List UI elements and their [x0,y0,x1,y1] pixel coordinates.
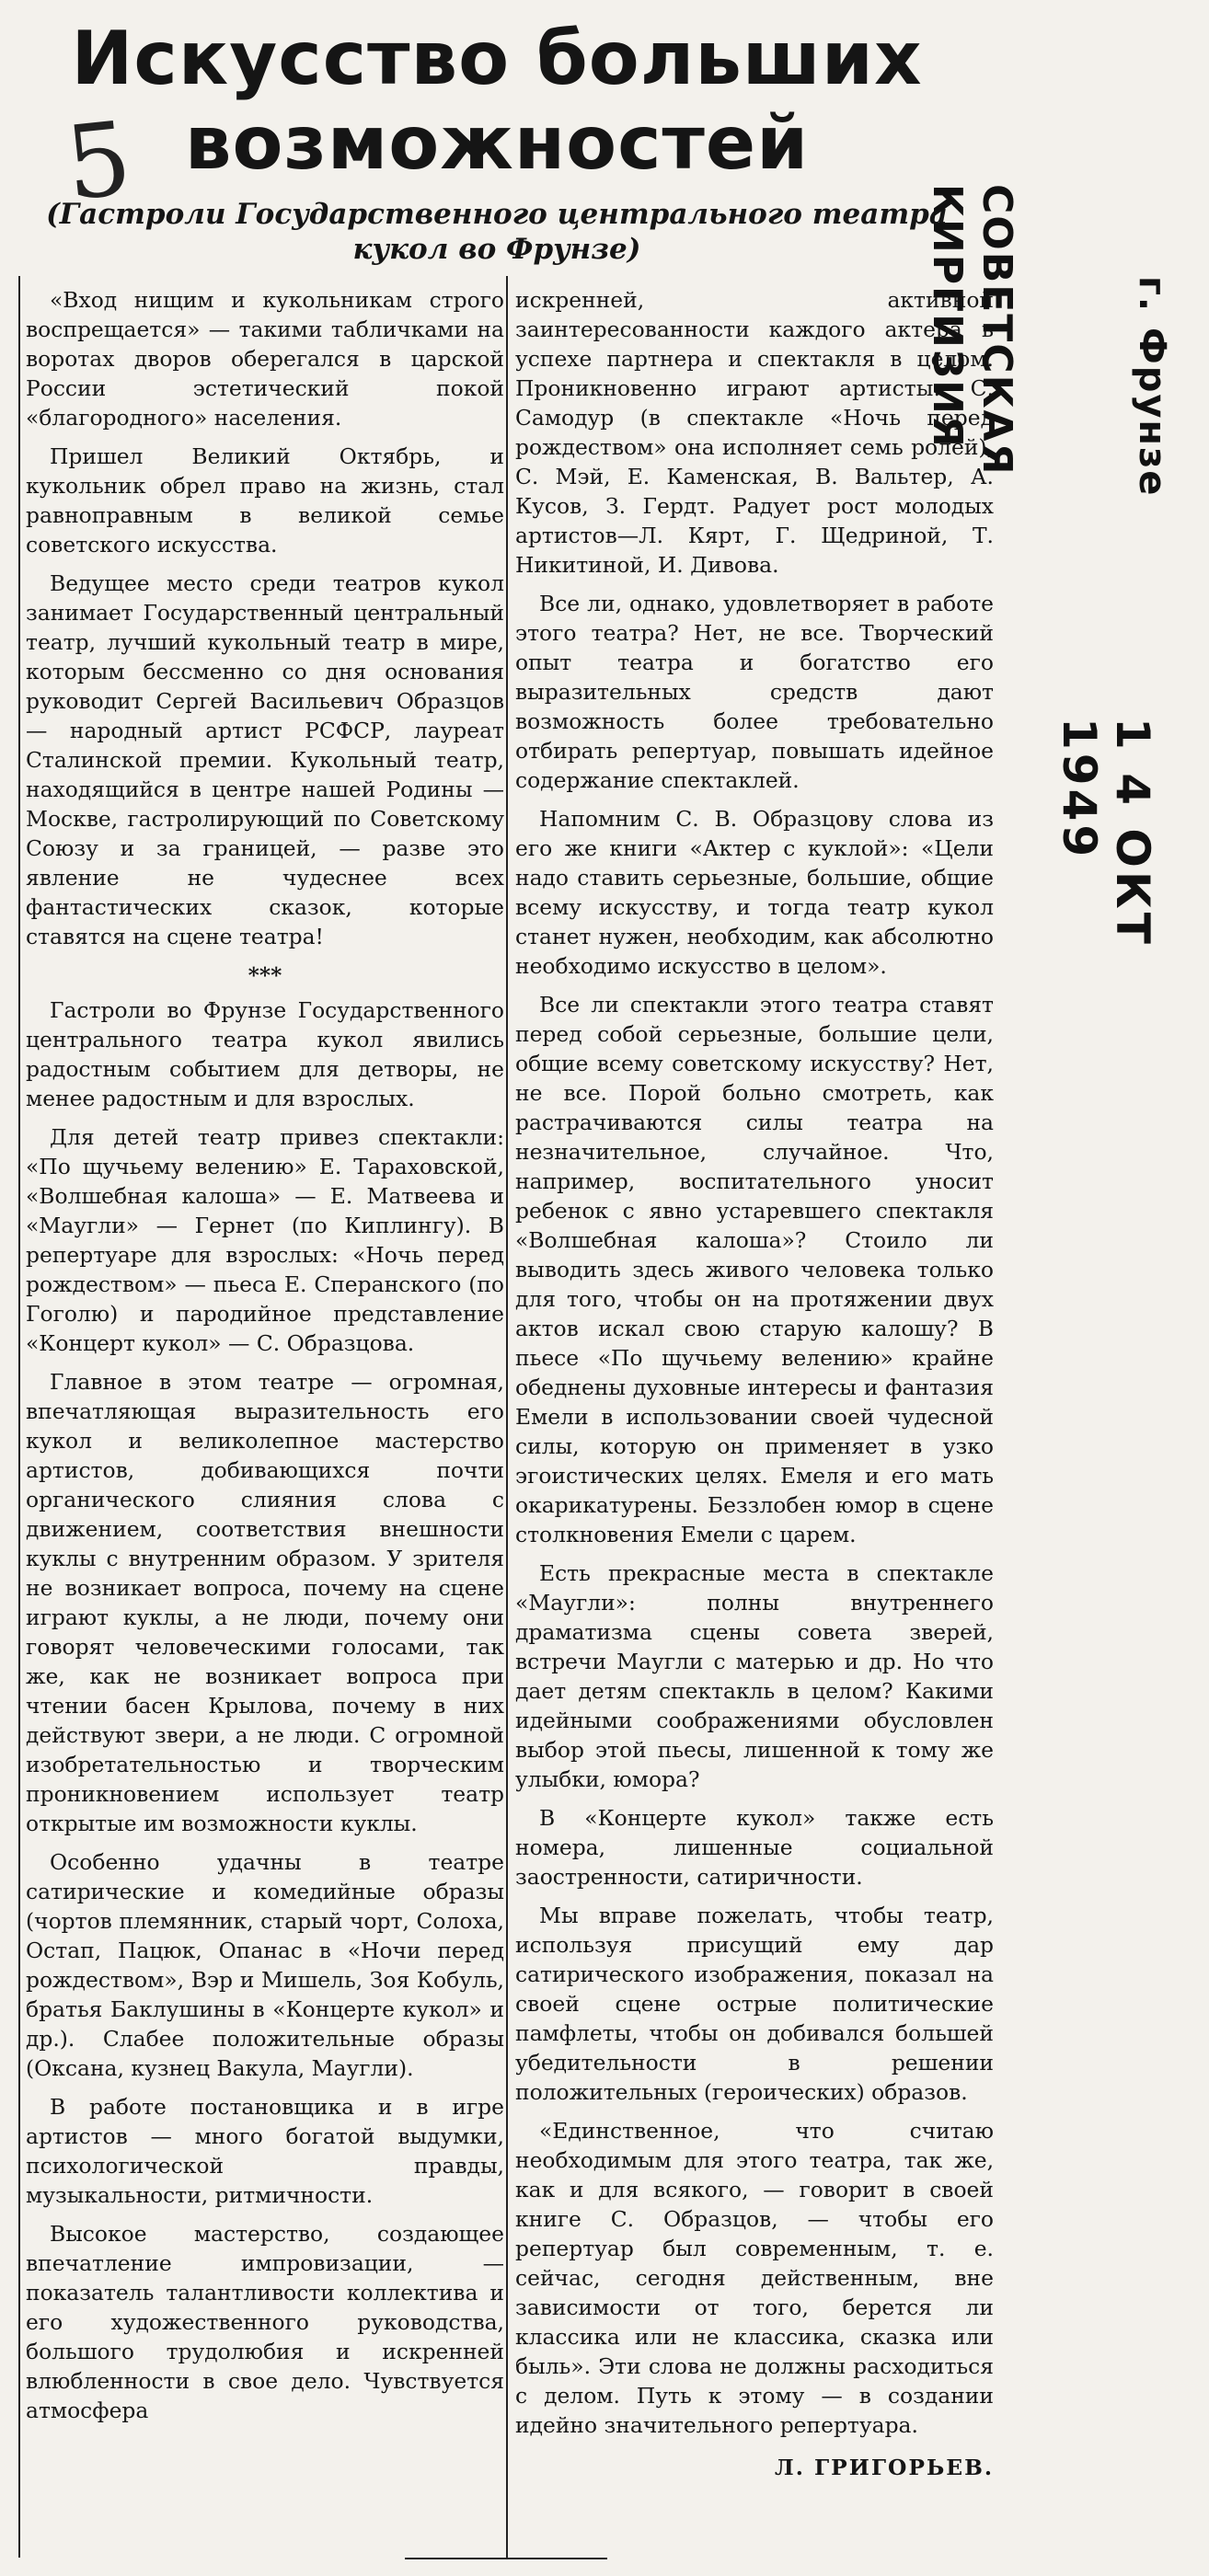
article-paragraph: Для детей театр привез спектакли: «По щучьему велению» Е. Тараховской, «Волшебная калоша» — Е. Матвеева и «Маугли» — Гернет (по Киплингу). В репертуаре для взрослых: «Ночь перед рождеством» — пьеса Е. Сперанского (по Гоголю) и пародийное представление «Концерт кукол» — С. Образцова. [26,1124,504,1356]
article-paragraph: «Вход нищим и кукольникам строго воспрещается» — такими табличками на воротах дворов оберегался в царской России эстетический покой «благородного» населения. [26,287,504,431]
author-signature: Л. ГРИГОРЬЕВ. [775,2455,994,2480]
article-headline: Искусство больших возможностей [71,16,923,186]
article-column-right [515,285,994,2491]
article-paragraph: Гастроли во Фрунзе Государственного центрального театра кукол явились радостным событием для детворы, не менее радостным и для взрослых. [26,997,504,1111]
date-stamp: 1 4 ОКТ 1949 [1053,718,1159,948]
article-paragraph: Высокое мастерство, создающее впечатление импровизации, — показатель талантливости коллектива и его художественного руководства, большого трудолюбия и искренней влюбленности в свое дело. Чувствуется атмосфера [26,2221,504,2423]
article-paragraph: Все ли спектакли этого театра ставят перед собой серьезные, большие цели, общие всему советскому искусству? Нет, не все. Порой больно смотреть, как растрачиваются силы театра на незначительное, случайное. Что, например, воспитательного уносит ребенок с явно устаревшего спектакля «Волшебная калоша»? Стоило ли выводить здесь живого человека только для того, чтобы он на протяжении двух актов искал свою старую калошу? В пьесе «По щучьему велению» крайне обеднены духовные интересы и фантазия Емели в использовании своей чудесной силы, которую он применяет в узко эгоистических целях. Емеля и его мать окарикатурены. Беззлобен юмор в сцене столкновения Емели с царем. [515,992,994,1547]
city-stamp: г. Фрунзе [1131,276,1173,498]
section-separator: *** [248,962,282,988]
article-paragraph: В «Концерте кукол» также есть номера, лишенные социальной заостренности, сатиричности. [515,1805,994,1890]
article-paragraph: искренней, активной заинтересованности каждого актера в успехе партнера и спектакля в целом. Проникновенно играют артисты: С. Самодур (в спектакле «Ночь перед рождеством» она исполняет семь ролей), С. Мэй, Е. Каменская, В. Вальтер, А. Кусов, З. Гердт. Радует рост молодых артистов—Л. Кярт, Г. Щедриной, Т. Никитиной, И. Дивова. [515,287,994,578]
newspaper-name-stamp: СОВЕТСКАЯ КИРГИЗИЯ [924,184,1020,477]
article-paragraph: Главное в этом театре — огромная, впечатляющая выразительность его кукол и великолепное мастерство артистов, добивающихся почти органического слияния слова с движением, соответствия внешности куклы с внутренним образом. У зрителя не возникает вопроса, почему на сцене играют куклы, а не люди, почему они говорят человеческими голосами, так же, как не возникает вопроса при чтении басен Крылова, почему в них действуют звери, а не люди. С огромной изобретательностью и творческим проникновением использует театр открытые им возможности куклы. [26,1369,504,1836]
article-paragraph: В работе постановщика и в игре артистов — много богатой выдумки, психологической правды, музыкальности, ритмичности. [26,2094,504,2208]
article-paragraph: Все ли, однако, удовлетворяет в работе этого театра? Нет, не все. Творческий опыт театра и богатство его выразительных средств дают возможность более требовательно отбирать репертуар, повышать идейное содержание спектаклей. [515,591,994,793]
handwritten-number-mark: 5 [60,98,137,224]
article-paragraph: Есть прекрасные места в спектакле «Маугли»: полны внутреннего драматизма сцены совета зверей, встречи Маугли с матерью и др. Но что дает детям спектакль в целом? Какими идейными соображениями обусловлен выбор этой пьесы, лишенной к тому же улыбки, юмора? [515,1560,994,1792]
left-margin-rule [18,276,20,2558]
article-subtitle: (Гастроли Государственного центрального театра кукол во Фрунзе) [46,198,948,266]
column-divider [506,276,508,2558]
article-paragraph: «Единственное, что считаю необходимым для этого театра, так же, как и для всякого, — говорит в своей книге С. Образцов, — чтобы его репертуар был современным, т. е. сейчас, сегодня действенным, вне зависимости от того, берется ли классика или не классика, сказка или быль». Эти слова не должны расходиться с делом. Путь к этому — в создании идейно значительного репертуара. [515,2118,994,2438]
article-paragraph: Напомним С. В. Образцову слова из его же книги «Актер с куклой»: «Цели надо ставить серьезные, большие, общие всему искусству, и тогда театр кукол станет нужен, необходим, как абсолютно необходимо искусство в целом». [515,806,994,979]
article-paragraph: Пришел Великий Октябрь, и кукольник обрел право на жизнь, стал равноправным в великой семье советского искусства. [26,443,504,558]
article-paragraph: Ведущее место среди театров кукол занимает Государственный центральный театр, лучший кукольный театр в мире, которым бессменно со дня основания руководит Сергей Васильевич Образцов — народный артист РСФСР, лауреат Сталинской премии. Кукольный театр, находящийся в центре нашей Родины — Москве, гастролирующий по Советскому Союзу и за границей, — разве это явление не чудеснее всех фантастических сказок, которые ставятся на сцене театра! [26,570,504,949]
article-paragraph: Мы вправе пожелать, чтобы театр, используя присущий ему дар сатирического изображения, показал на своей сцене острые политические памфлеты, чтобы он добивался большей убедительности в решении положительных (героических) образов. [515,1903,994,2105]
article-column-left [26,285,504,2434]
article-paragraph: Особенно удачны в театре сатирические и комедийные образы (чортов племянник, старый чорт, Солоха, Остап, Пацюк, Опанас в «Ночи перед рождеством», Вэр и Мишель, Зоя Кобуль, братья Баклушины в «Концерте кукол» и др.). Слабее положительные образы (Оксана, кузнец Вакула, Маугли). [26,1849,504,2081]
bottom-rule [405,2558,607,2559]
